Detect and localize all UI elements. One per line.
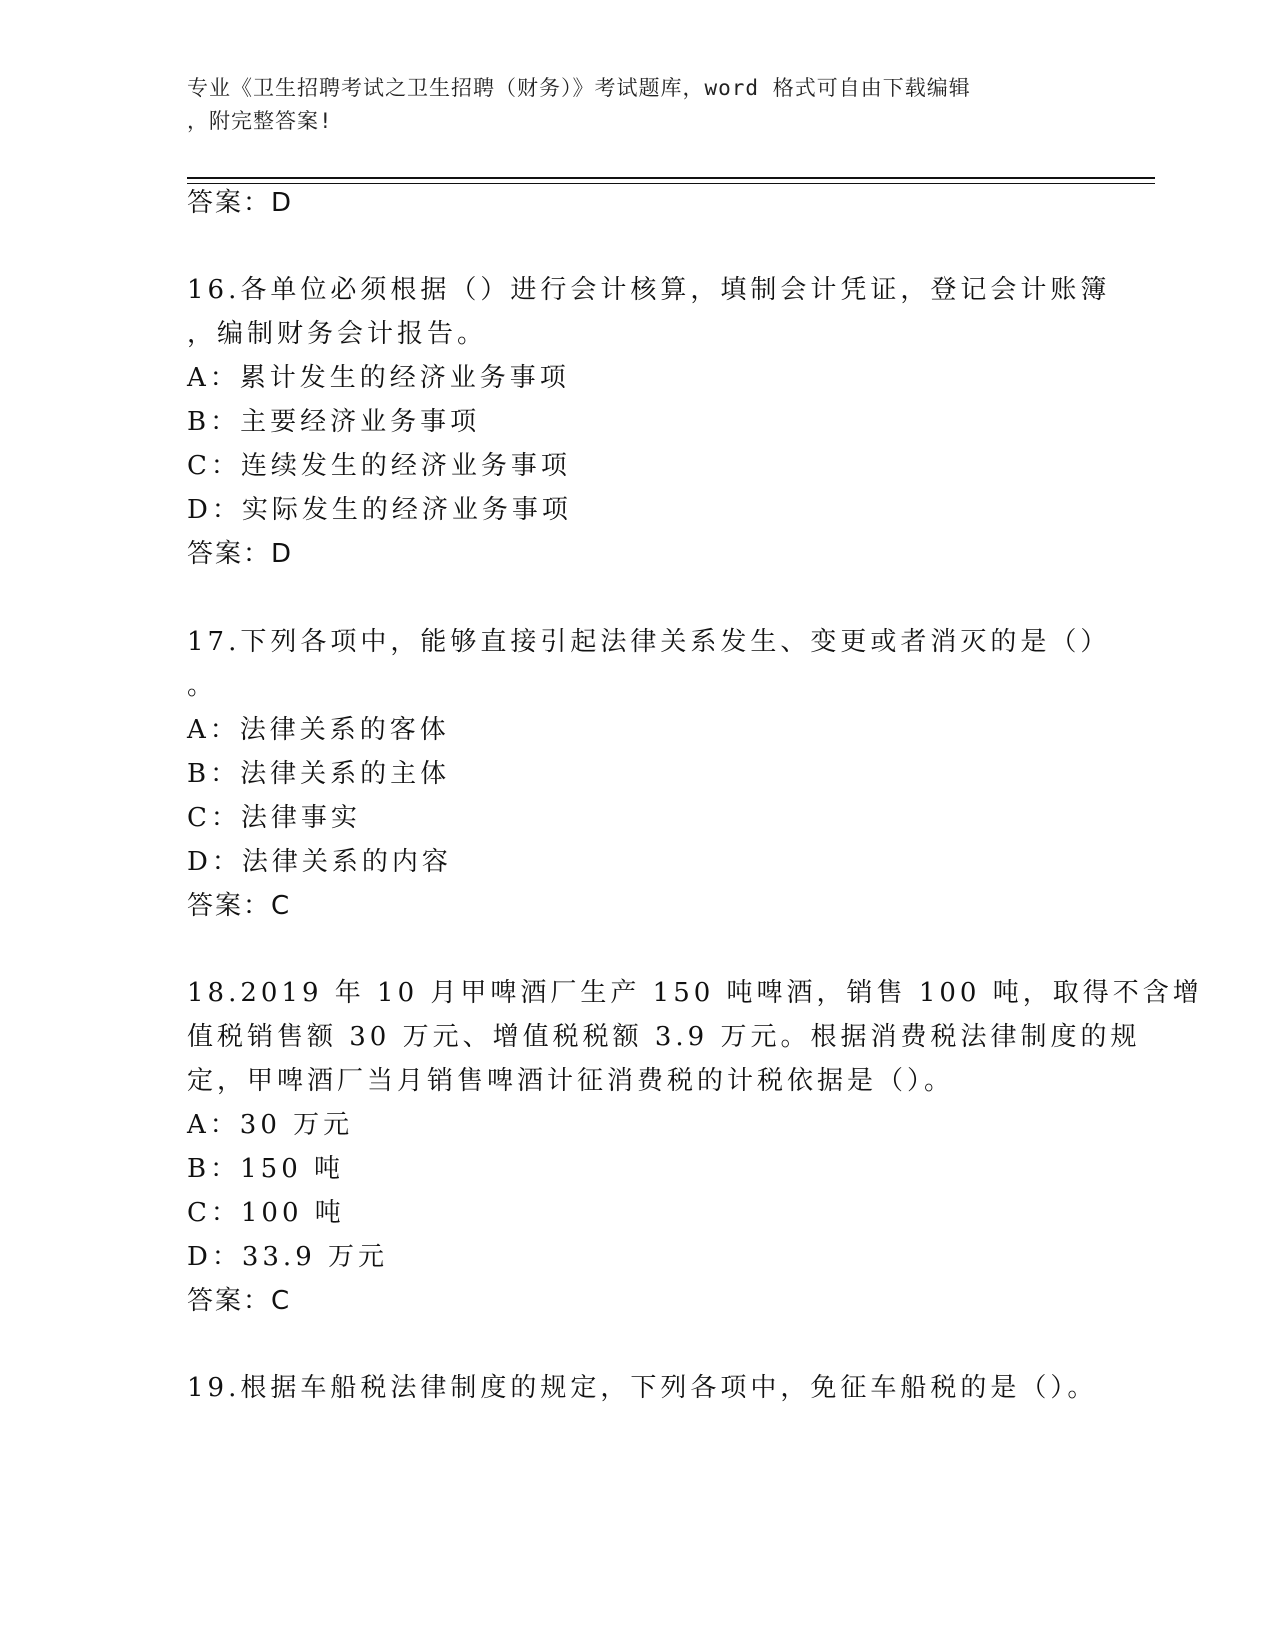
question-18-option-a: A：30 万元 bbox=[187, 1110, 354, 1140]
question-17-answer: 答案：C bbox=[187, 891, 292, 921]
header-rule-thick bbox=[187, 177, 1155, 179]
question-17-option-d: D：法律关系的内容 bbox=[187, 847, 452, 877]
question-17-option-c: C：法律事实 bbox=[187, 803, 361, 833]
header-line-2: ，附完整答案! bbox=[187, 109, 333, 133]
question-18-option-b: B：150 吨 bbox=[187, 1154, 344, 1184]
question-18-stem-line-1: 18.2019 年 10 月甲啤酒厂生产 150 吨啤酒，销售 100 吨，取得不含增 bbox=[187, 978, 1203, 1008]
question-18-answer: 答案：C bbox=[187, 1286, 292, 1316]
answer-line: 答案：D bbox=[187, 188, 294, 218]
question-18-stem-line-3: 定，甲啤酒厂当月销售啤酒计征消费税的计税依据是（）。 bbox=[187, 1066, 955, 1096]
question-18-stem-line-2: 值税销售额 30 万元、增值税税额 3.9 万元。根据消费税法律制度的规 bbox=[187, 1022, 1141, 1052]
question-16-option-d: D：实际发生的经济业务事项 bbox=[187, 495, 572, 525]
document-header bbox=[187, 72, 1087, 138]
header-rule-thin bbox=[187, 183, 1155, 184]
question-17-stem-line-1: 17.下列各项中，能够直接引起法律关系发生、变更或者消灭的是（） bbox=[187, 627, 1111, 657]
question-17-option-a: A：法律关系的客体 bbox=[187, 715, 450, 745]
question-17-option-b: B：法律关系的主体 bbox=[187, 759, 451, 789]
question-16-option-a: A：累计发生的经济业务事项 bbox=[187, 363, 570, 393]
question-16-stem-line-2: ，编制财务会计报告。 bbox=[187, 319, 488, 349]
question-18-option-d: D：33.9 万元 bbox=[187, 1242, 389, 1272]
question-16-answer: 答案：D bbox=[187, 539, 294, 569]
question-16-option-b: B：主要经济业务事项 bbox=[187, 407, 481, 437]
question-18-option-c: C：100 吨 bbox=[187, 1198, 345, 1228]
header-line-1: 专业《卫生招聘考试之卫生招聘（财务）》考试题库，word 格式可自由下载编辑 bbox=[187, 76, 971, 100]
question-17-stem-line-2: 。 bbox=[187, 671, 218, 701]
question-19-stem-line-1: 19.根据车船税法律制度的规定，下列各项中，免征车船税的是（）。 bbox=[187, 1373, 1098, 1403]
question-16-option-c: C：连续发生的经济业务事项 bbox=[187, 451, 571, 481]
question-16-stem-line-1: 16.各单位必须根据（）进行会计核算，填制会计凭证，登记会计账簿 bbox=[187, 275, 1111, 305]
